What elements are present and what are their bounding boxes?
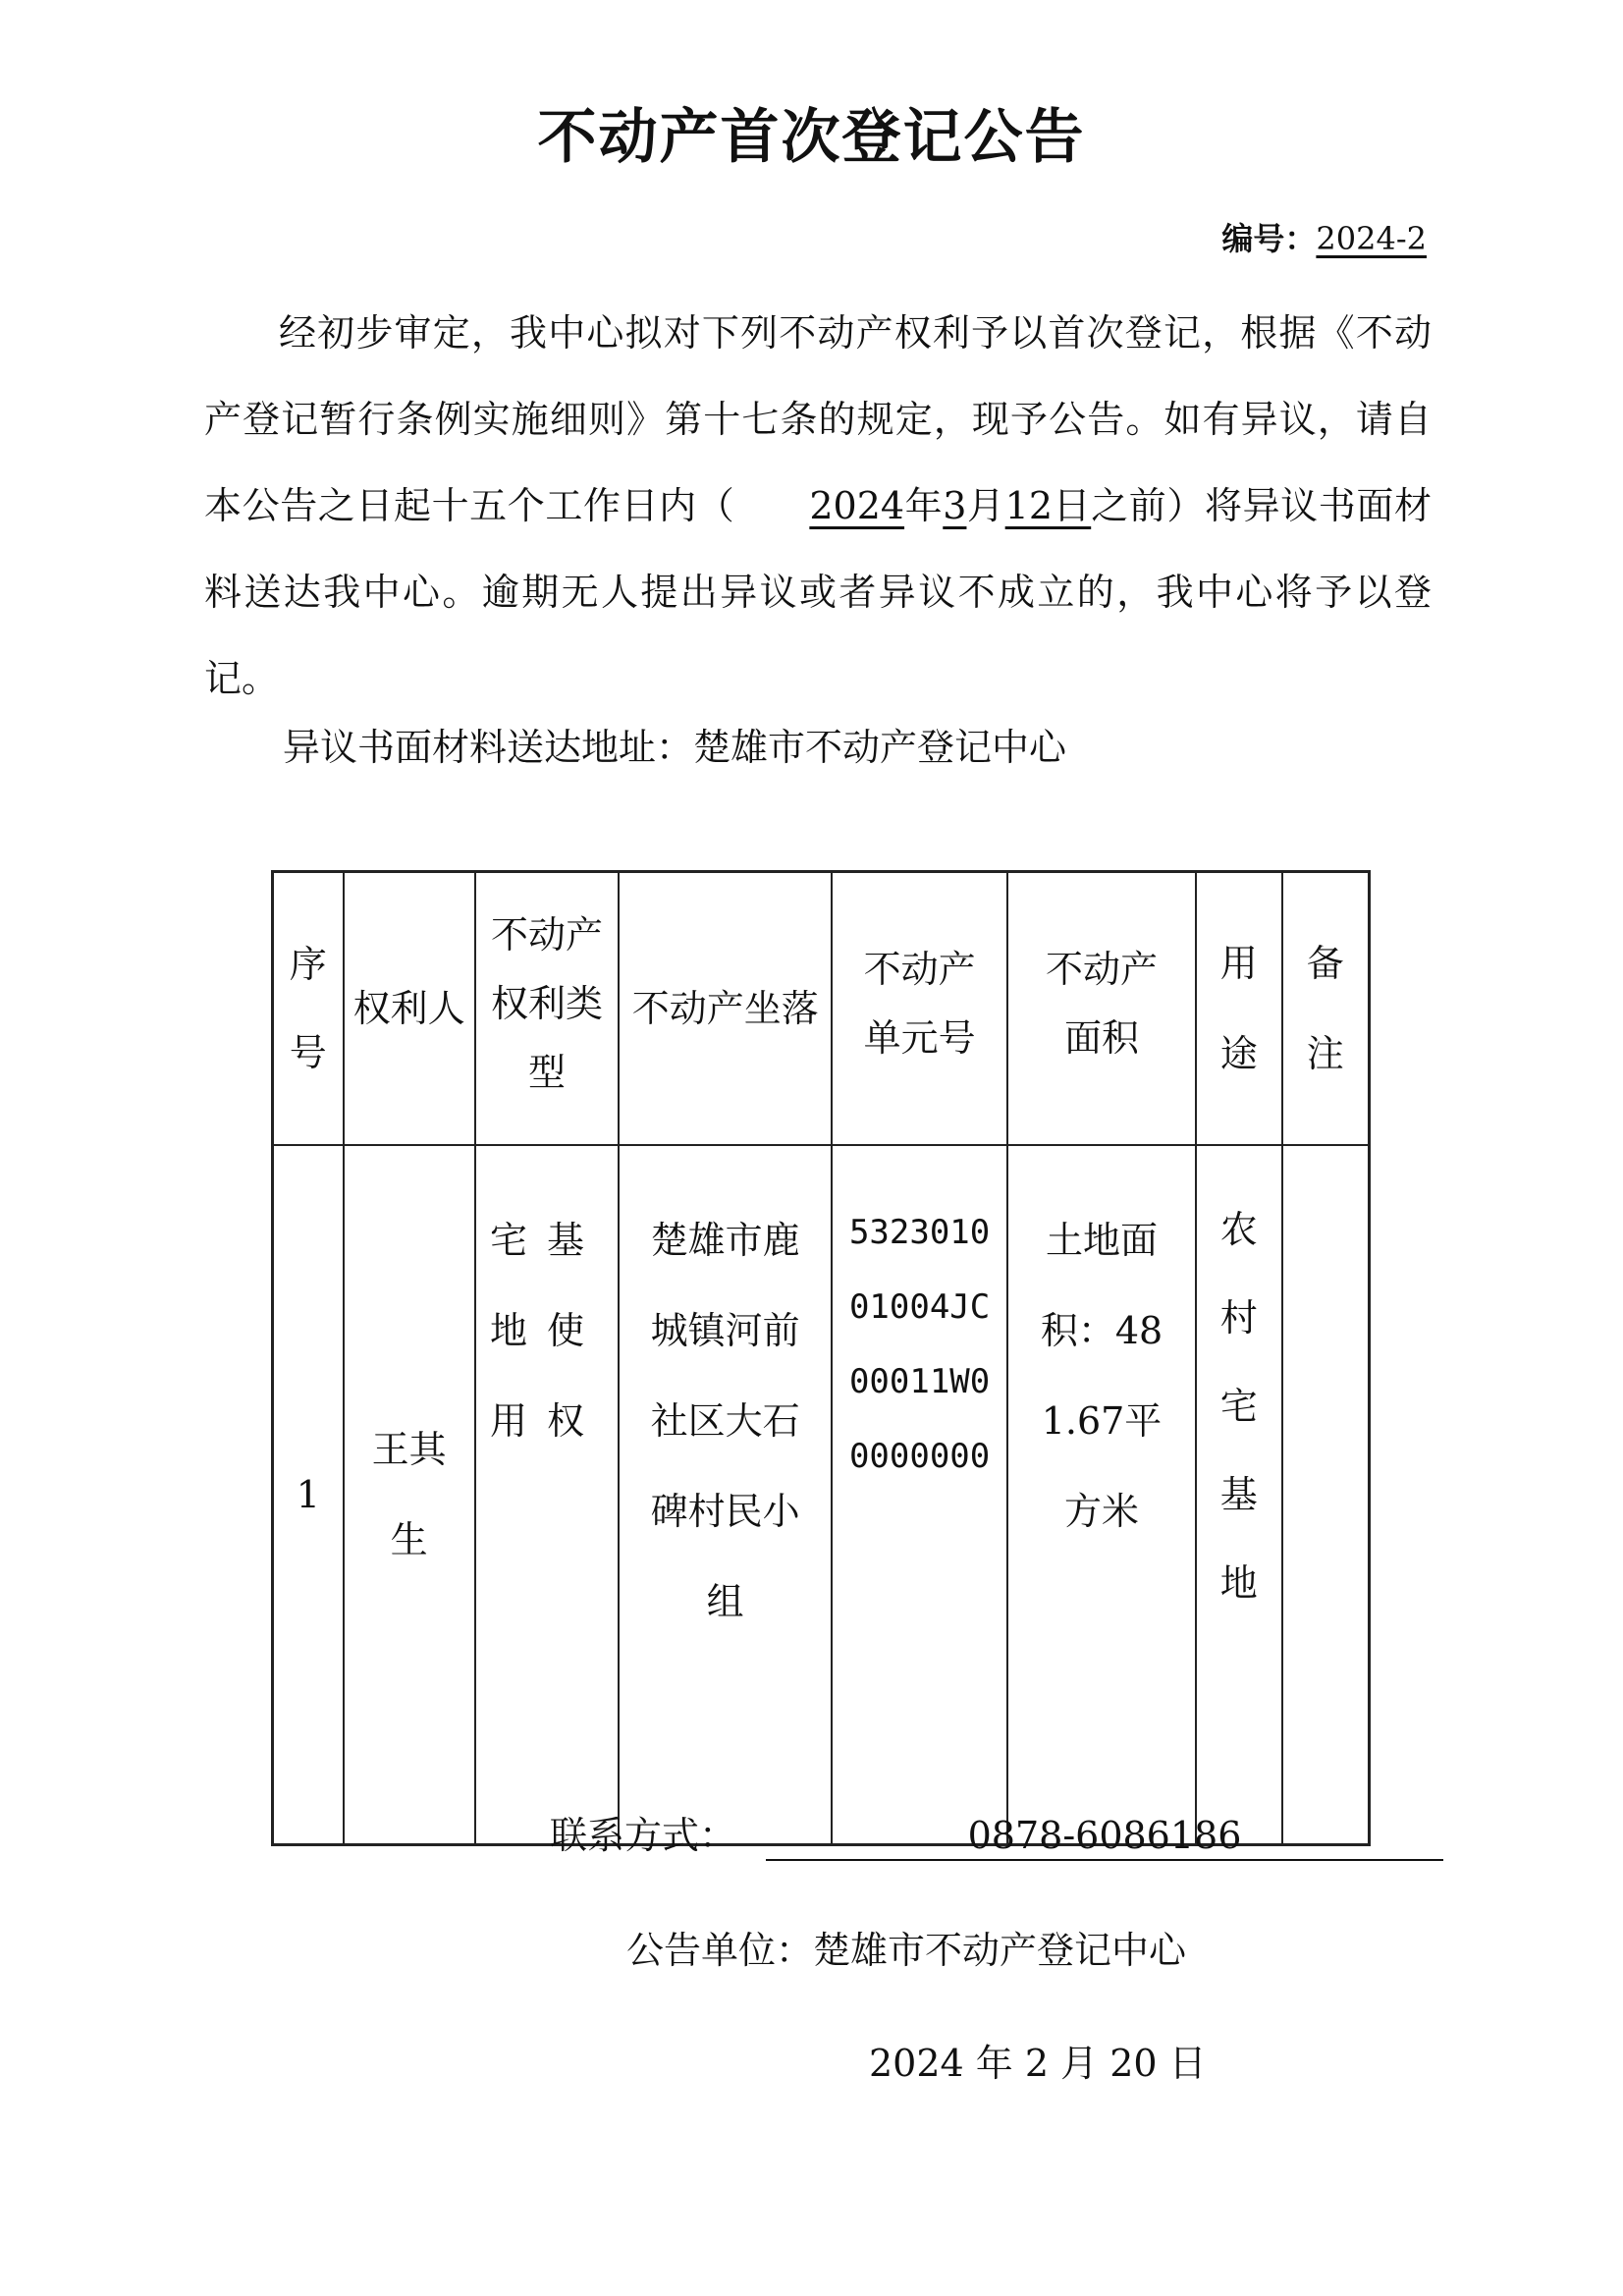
issue-date: 2024 年 2 月 20 日 xyxy=(869,2042,1207,2085)
cell-area: 土地面积：481.67平方米 xyxy=(1007,1145,1196,1845)
notice-paragraph xyxy=(204,290,1432,722)
cell-seq: 1 xyxy=(273,1145,344,1845)
address-label: 异议书面材料送达地址： xyxy=(283,726,694,769)
header-holder: 权利人 xyxy=(344,872,475,1146)
objection-address xyxy=(283,717,1066,771)
page-title: 不动产首次登记公告 xyxy=(537,103,1086,172)
issuer-value: 楚雄市不动产登记中心 xyxy=(813,1929,1187,1972)
cell-unit-no: 532301001004JC00011W00000000 xyxy=(832,1145,1007,1845)
deadline-month: 3 xyxy=(943,484,967,527)
cell-usage: 农村宅基地 xyxy=(1196,1145,1282,1845)
deadline-year: 2024 xyxy=(809,484,905,527)
table-row xyxy=(273,1145,1370,1845)
deadline-year-unit: 年 xyxy=(904,484,944,527)
contact-label: 联系方式： xyxy=(550,1814,737,1857)
cell-remark xyxy=(1282,1145,1370,1845)
cell-location: 楚雄市鹿城镇河前社区大石碑村民小组 xyxy=(619,1145,832,1845)
header-seq: 序号 xyxy=(273,872,344,1146)
header-location: 不动产坐落 xyxy=(619,872,832,1146)
document-number-label: 编号： xyxy=(1221,220,1317,257)
notice-text-2: 之前）将异议书面材料送达我中心。逾期无人提出异议或者异议不成立的，我中心将予以登记。 xyxy=(204,484,1432,700)
cell-right-type: 宅基地使用权 xyxy=(475,1145,620,1845)
document-number-value: 2024-2 xyxy=(1316,220,1427,257)
header-area: 不动产面积 xyxy=(1007,872,1196,1146)
issuer-label: 公告单位： xyxy=(626,1929,814,1972)
header-right-type: 不动产权利类型 xyxy=(475,872,620,1146)
header-remark: 备注 xyxy=(1282,872,1370,1146)
deadline-day: 12日 xyxy=(1004,484,1092,527)
contact-phone: 0878-6086186 xyxy=(766,1814,1443,1861)
table-header-row xyxy=(273,872,1370,1146)
header-usage: 用途 xyxy=(1196,872,1282,1146)
header-unit-no: 不动产单元号 xyxy=(832,872,1007,1146)
cell-holder: 王其生 xyxy=(344,1145,475,1845)
document-number xyxy=(1221,214,1427,259)
address-value: 楚雄市不动产登记中心 xyxy=(693,726,1067,769)
contact-info xyxy=(550,1805,1443,1861)
registration-table xyxy=(271,870,1371,1846)
issuing-unit xyxy=(626,1920,1186,1974)
notice-text-1: 经初步审定，我中心拟对下列不动产权利予以首次登记，根据《不动产登记暂行条例实施细则》第十七条的规定，现予公告。如有异议，请自本公告之日起十五个工作日内（ xyxy=(204,311,1432,527)
deadline-month-unit: 月 xyxy=(966,484,1005,527)
